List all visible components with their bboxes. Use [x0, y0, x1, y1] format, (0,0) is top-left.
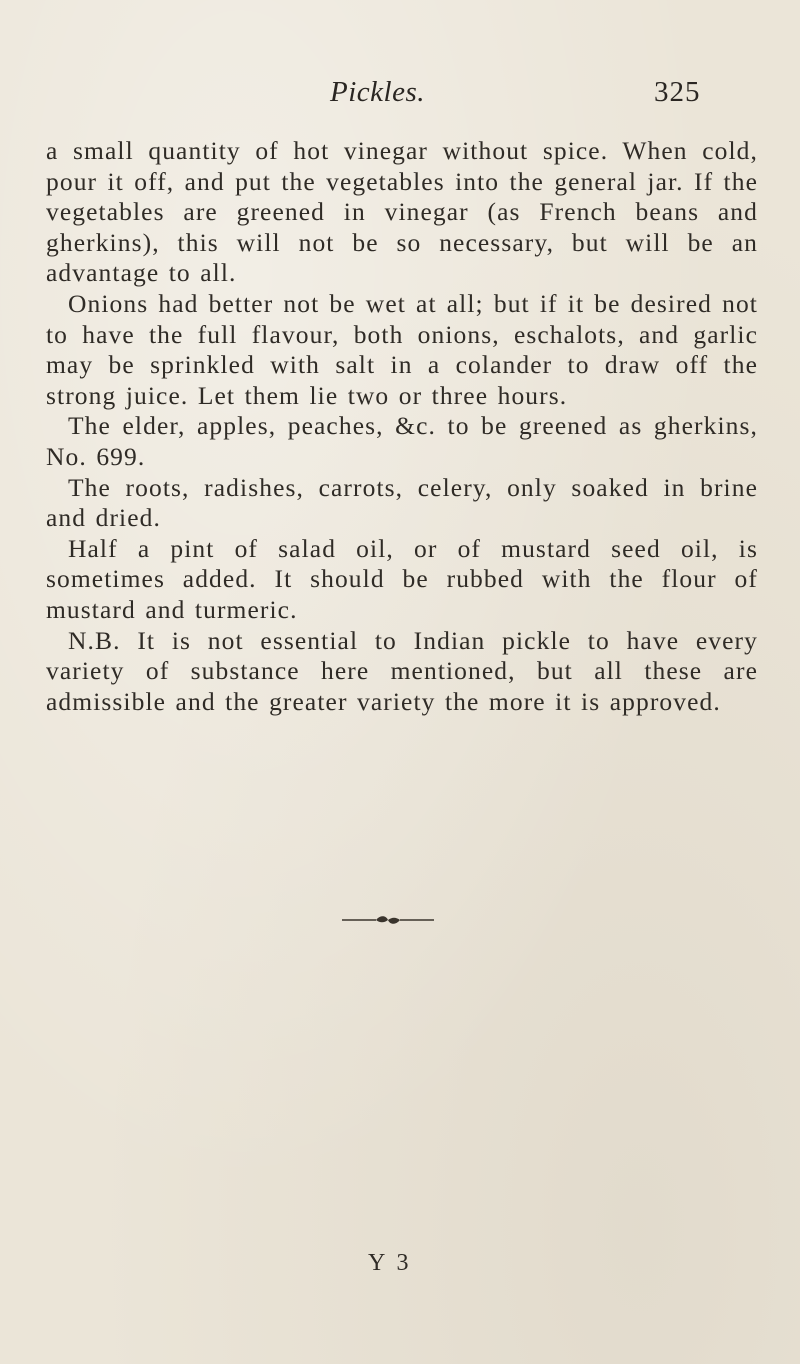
running-title: Pickles.: [330, 76, 425, 108]
paragraph-onions: Onions had better not be wet at all; but if it be desired not to have the full flavour, both onions, eschalots, and garlic may be sprinkled with salt in a colander to draw off the strong juice. Let them lie two or three hours.: [46, 288, 758, 410]
paragraph-oil: Half a pint of salad oil, or of mustard seed oil, is sometimes added. It should be rubbed with the flour of mustard and turmeric.: [46, 533, 758, 624]
paragraph-roots: The roots, radishes, carrots, celery, only soaked in brine and dried.: [46, 472, 758, 533]
running-head: [0, 76, 800, 116]
paragraph-continuation: a small quantity of hot vinegar without spice. When cold, pour it off, and put the vegetables into the general jar. If the vegetables are greened in vinegar (as French beans and gherkins), this will not be so necessary, but will be an advantage to all.: [46, 136, 758, 288]
body-text: [46, 136, 758, 717]
section-divider-ornament: [340, 914, 436, 926]
paragraph-nb: N.B. It is not essential to Indian pickle to have every variety of substance here mentioned, but all these are admissible and the greater variety the more it is approved.: [46, 625, 758, 716]
page-number: 325: [654, 76, 701, 108]
paragraph-elder: The elder, apples, peaches, &c. to be greened as gherkins, No. 699.: [46, 411, 758, 471]
signature-mark: Y 3: [368, 1250, 412, 1276]
